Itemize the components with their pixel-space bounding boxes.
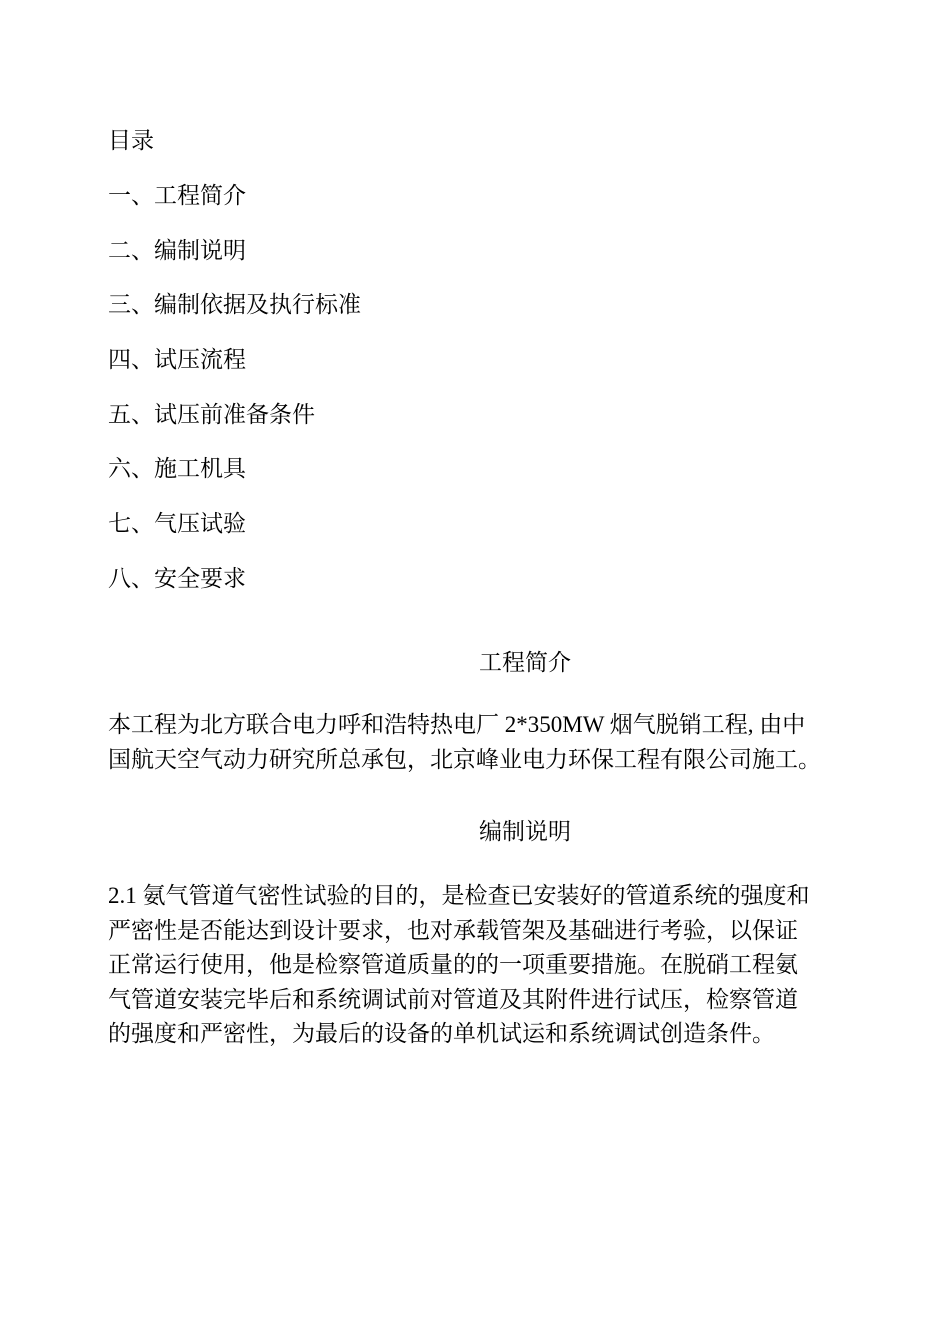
toc-list [108,181,361,619]
toc-item-3: 三、编制依据及执行标准 [108,292,361,319]
paragraph-line: 气管道安装完毕后和系统调试前对管道及其附件进行试压，检察管道 [108,986,798,1012]
toc-item-6: 六、施工机具 [108,456,246,483]
section-heading-project-intro: 工程简介 [479,650,571,676]
toc-item-7: 七、气压试验 [108,511,246,538]
paragraph-line: 严密性是否能达到设计要求，也对承载管架及基础进行考验，以保证 [108,917,798,943]
paragraph-line: 正常运行使用，他是检察管道质量的的一项重要措施。在脱硝工程氨 [108,952,798,977]
toc-title: 目录 [108,128,154,154]
paragraph-line: 国航天空气动力研究所总承包，北京峰业电力环保工程有限公司施工。 [108,746,821,772]
paragraph-line: 2.1 氨气管道气密性试验的目的，是检查已安装好的管道系统的强度和 [108,883,810,908]
toc-item-2: 二、编制说明 [108,237,246,264]
paragraph-line: 的强度和严密性，为最后的设备的单机试运和系统调试创造条件。 [108,1021,775,1046]
paragraph-line: 本工程为北方联合电力呼和浩特热电厂 2*350MW 烟气脱销工程, 由中 [108,712,806,737]
section-heading-preparation-notes: 编制说明 [479,819,571,845]
toc-item-5: 五、试压前准备条件 [108,401,315,428]
toc-item-4: 四、试压流程 [108,347,246,374]
project-intro-paragraph [108,708,843,777]
preparation-notes-paragraph [108,879,843,1052]
toc-item-1: 一、工程简介 [108,183,246,209]
toc-item-8: 八、安全要求 [108,565,246,592]
